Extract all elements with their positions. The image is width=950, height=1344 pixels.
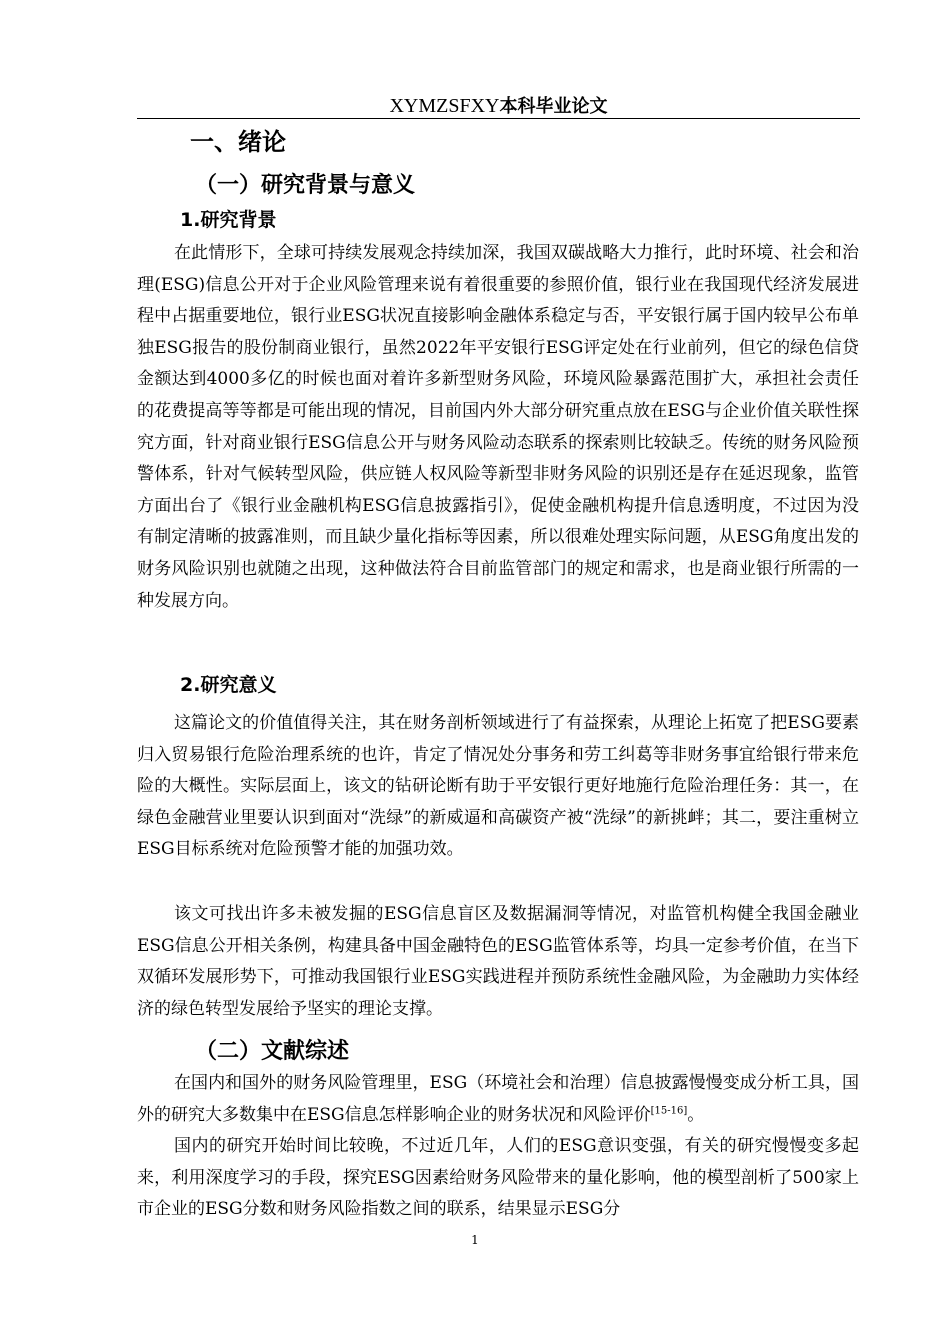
section-title-background-significance: （一）研究背景与意义	[195, 173, 416, 198]
chapter-title: 一、绪论	[190, 128, 286, 156]
page-number: 1	[471, 1233, 479, 1247]
paragraph-literature-2: 国内的研究开始时间比较晚，不过近几年，人们的ESG意识变强，有关的研究慢慢变多起来，利用深度学习的手段，探究ESG因素给财务风险带来的量化影响，他的模型剖析了500家上市企业的ESG分数和财务风险指数之间的联系，结果显示ESG分	[137, 1136, 859, 1220]
subsection-title-significance: 2.研究意义	[180, 674, 277, 696]
paragraph-literature-1	[137, 1068, 859, 1131]
paragraph-literature-1-text: 在国内和国外的财务风险管理里，ESG（环境社会和治理）信息披露慢慢变成分析工具，国外的研究大多数集中在ESG信息怎样影响企业的财务状况和风险评价	[137, 1073, 859, 1125]
paragraph-literature-1-end: 。	[687, 1104, 705, 1125]
paragraph-significance-2: 该文可找出许多未被发掘的ESG信息盲区及数据漏洞等情况，对监管机构健全我国金融业ESG信息公开相关条例，构建具备中国金融特色的ESG监管体系等，均具一定参考价值，在当下双循环发展形势下，可推动我国银行业ESG实践进程并预防系统性金融风险，为金融助力实体经济的绿色转型发展给予坚实的理论支撑。	[137, 904, 859, 1019]
section-title-literature-review: （二）文献综述	[195, 1039, 350, 1064]
page-header	[137, 94, 860, 119]
citation-15-16: [15-16]	[650, 1104, 688, 1116]
paragraph-background: 在此情形下，全球可持续发展观念持续加深，我国双碳战略大力推行，此时环境、社会和治理(ESG)信息公开对于企业风险管理来说有着很重要的参照价值，银行业在我国现代经济发展进程中占据重要地位，银行业ESG状况直接影响金融体系稳定与否，平安银行属于国内较早公布单独ESG报告的股份制商业银行，虽然2022年平安银行ESG评定处在行业前列，但它的绿色信贷金额达到4000多亿的时候也面对着许多新型财务风险，环境风险暴露范围扩大，承担社会责任的花费提高等等都是可能出现的情况，目前国内外大部分研究重点放在ESG与企业价值关联性探究方面，针对商业银行ESG信息公开与财务风险动态联系的探索则比较缺乏。传统的财务风险预警体系，针对气候转型风险，供应链人权风险等新型非财务风险的识别还是存在延迟现象，监管方面出台了《银行业金融机构ESG信息披露指引》，促使金融机构提升信息透明度，不过因为没有制定清晰的披露准则，而且缺少量化指标等因素，所以很难处理实际问题，从ESG角度出发的财务风险识别也就随之出现，这种做法符合目前监管部门的规定和需求，也是商业银行所需的一种发展方向。	[137, 243, 859, 611]
header-code: XYMZSFXY	[389, 95, 500, 117]
header-title: 本科毕业论文	[499, 96, 608, 117]
subsection-title-background: 1.研究背景	[180, 209, 277, 231]
paragraph-significance-1: 这篇论文的价值值得关注，其在财务剖析领域进行了有益探索，从理论上拓宽了把ESG要素归入贸易银行危险治理系统的也许，肯定了情况处分事务和劳工纠葛等非财务事宜给银行带来危险的大概性。实际层面上，该文的钻研论断有助于平安银行更好地施行危险治理任务：其一，在绿色金融营业里要认识到面对“洗绿”的新威逼和高碳资产被“洗绿”的新挑衅；其二，要注重树立ESG目标系统对危险预警才能的加强功效。	[137, 713, 859, 860]
